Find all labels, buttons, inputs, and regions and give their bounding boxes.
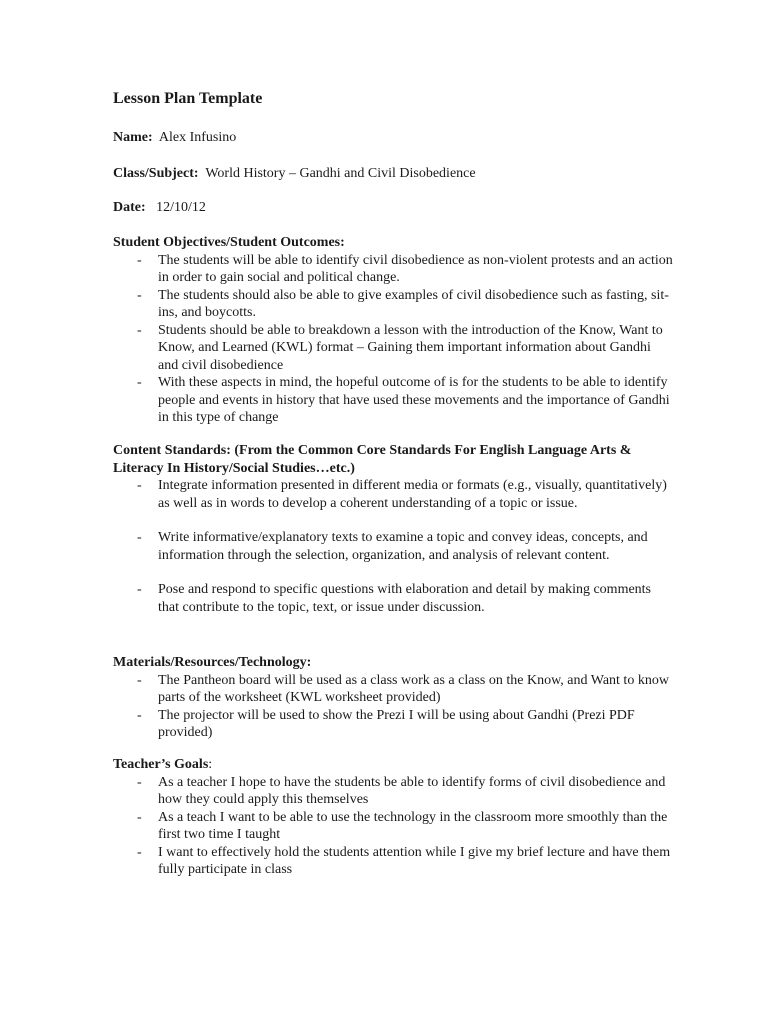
- list-item: - With these aspects in mind, the hopeful outcome of is for the students to be able to identify people and events in history that have used these movements and the importance of Gandhi in this type of change: [113, 374, 673, 427]
- name-label: Name:: [113, 130, 153, 145]
- date-label: Date:: [113, 200, 146, 215]
- class-subject-value: World History – Gandhi and Civil Disobedience: [205, 166, 476, 181]
- list-item: - Students should be able to breakdown a lesson with the introduction of the Know, Want to Know, and Learned (KWL) format – Gaining them important information about Gandhi and civil disobedience: [113, 322, 673, 375]
- list-item: - Integrate information presented in different media or formats (e.g., visually, quantitatively) as well as in words to develop a coherent understanding of a topic or issue.: [113, 477, 673, 512]
- name-value: Alex Infusino: [158, 130, 237, 145]
- list-item: - Write informative/explanatory texts to examine a topic and convey ideas, concepts, and information through the selection, organization, and analysis of relevant content.: [113, 529, 673, 564]
- name-field: [113, 130, 236, 146]
- teachers-goals-list: [113, 774, 673, 879]
- document-title: Lesson Plan Template: [113, 90, 263, 107]
- date-value: 12/10/12: [156, 200, 206, 215]
- list-item: - As a teacher I hope to have the students be able to identify forms of civil disobedience and how they could apply this themselves: [113, 774, 673, 809]
- teachers-goals-heading-colon: :: [208, 757, 213, 772]
- materials-heading: Materials/Resources/Technology:: [113, 655, 312, 670]
- date-field: [113, 200, 206, 216]
- list-item: - The students will be able to identify civil disobedience as non-violent protests and an action in order to gain social and political change.: [113, 252, 673, 287]
- objectives-heading: Student Objectives/Student Outcomes:: [113, 235, 345, 250]
- objectives-section: [113, 234, 673, 427]
- list-item: - The students should also be able to give examples of civil disobedience such as fasting, sit-ins, and boycotts.: [113, 287, 673, 322]
- list-item: - I want to effectively hold the students attention while I give my brief lecture and have them fully participate in class: [113, 844, 673, 879]
- materials-section: [113, 654, 673, 742]
- list-item: - As a teach I want to be able to use the technology in the classroom more smoothly than the first two time I taught: [113, 809, 673, 844]
- materials-list: [113, 672, 673, 742]
- content-standards-heading: Content Standards: (From the Common Core Standards For English Language Arts & Literacy In History/Social Studies…etc.): [113, 443, 632, 476]
- objectives-list: [113, 252, 673, 427]
- content-standards-section: [113, 442, 673, 633]
- teachers-goals-heading: [113, 756, 673, 774]
- list-item: - The Pantheon board will be used as a class work as a class on the Know, and Want to know parts of the worksheet (KWL worksheet provided): [113, 672, 673, 707]
- class-subject-label: Class/Subject:: [113, 166, 199, 181]
- teachers-goals-heading-text: Teacher’s Goals: [113, 757, 209, 772]
- class-subject-field: [113, 166, 476, 182]
- list-item: - Pose and respond to specific questions with elaboration and detail by making comments that contribute to the topic, text, or issue under discussion.: [113, 581, 673, 616]
- content-standards-list: [113, 477, 673, 616]
- list-item: - The projector will be used to show the Prezi I will be using about Gandhi (Prezi PDF provided): [113, 707, 673, 742]
- teachers-goals-section: [113, 756, 673, 879]
